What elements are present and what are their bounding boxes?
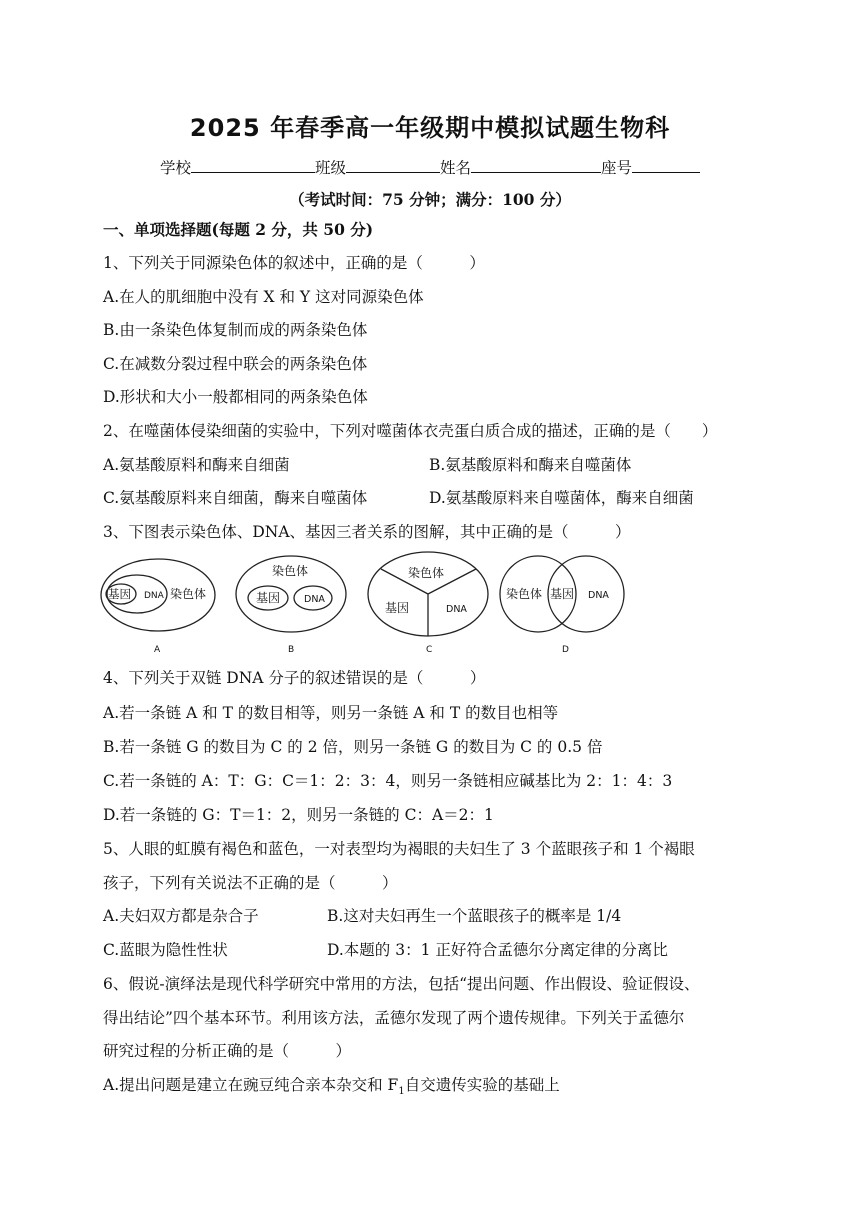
q4-option-c: C.若一条链的 A：T：G：C＝1：2：3：4，则另一条链相应碱基比为 2：1：4：3 (103, 772, 673, 790)
diagram-a-gene-label: 基因 (108, 587, 131, 601)
q2-option-d: D.氨基酸原料来自噬菌体，酶来自细菌 (429, 489, 694, 507)
q6-option-a-tail: 自交遗传实验的基础上 (404, 1076, 560, 1094)
q6-stem-line1: 6、假说-演绎法是现代科学研究中常用的方法，包括“提出问题、作出假设、验证假设、 (103, 975, 700, 993)
q4-option-b: B.若一条链 G 的数目为 C 的 2 倍，则另一条链 G 的数目为 C 的 0.5 倍 (103, 738, 603, 756)
exam-meta: （考试时间：75 分钟；满分：100 分） (289, 190, 571, 209)
q3-stem: 3、下图表示染色体、DNA、基因三者关系的图解，其中正确的是（ ） (103, 523, 631, 541)
q5-option-a: A.夫妇双方都是杂合子 (103, 907, 259, 925)
diagram-b-gene-label: 基因 (256, 591, 281, 605)
q5-option-c: C.蓝眼为隐性性状 (103, 941, 228, 959)
diagram-label-b: B (288, 645, 295, 655)
q1-option-d: D.形状和大小一般都相同的两条染色体 (103, 388, 368, 406)
exam-title: 2025 年春季高一年级期中模拟试题生物科 (189, 114, 671, 142)
q1-option-b: B.由一条染色体复制而成的两条染色体 (103, 321, 368, 339)
q1-stem: 1、下列关于同源染色体的叙述中，正确的是（ ） (103, 254, 485, 272)
diagram-a-chromosome-label: 染色体 (170, 587, 207, 601)
diagram-d-dna-label: DNA (588, 590, 609, 601)
diagram-c-chromosome-label: 染色体 (408, 566, 445, 580)
diagram-c-dna-label: DNA (446, 604, 467, 615)
seat-label: 座号 (601, 159, 633, 177)
q5-option-b: B.这对夫妇再生一个蓝眼孩子的概率是 1/4 (327, 907, 622, 925)
q6-stem-line2: 得出结论”四个基本环节。利用该方法，孟德尔发现了两个遗传规律。下列关于孟德尔 (103, 1009, 685, 1027)
seat-blank[interactable] (632, 158, 700, 173)
q1-option-a: A.在人的肌细胞中没有 X 和 Y 这对同源染色体 (103, 288, 424, 306)
q4-stem: 4、下列关于双链 DNA 分子的叙述错误的是（ ） (103, 669, 486, 687)
q2-option-c: C.氨基酸原料来自细菌，酶来自噬菌体 (103, 489, 368, 507)
diagram-label-d: D (562, 645, 569, 655)
school-label: 学校 (159, 159, 191, 177)
q6-option-a-text: A.提出问题是建立在豌豆纯合亲本杂交和 F (103, 1076, 399, 1094)
name-blank[interactable] (471, 158, 601, 173)
q5-option-d: D.本题的 3：1 正好符合孟德尔分离定律的分离比 (327, 941, 668, 959)
q1-option-c: C.在减数分裂过程中联会的两条染色体 (103, 355, 368, 373)
name-label: 姓名 (440, 159, 472, 177)
q5-stem-line2: 孩子，下列有关说法不正确的是（ ） (103, 874, 398, 892)
class-blank[interactable] (346, 158, 440, 173)
q2-option-a: A.氨基酸原料和酶来自细菌 (103, 456, 290, 474)
diagram-c-gene-label: 基因 (385, 601, 410, 615)
diagram-label-c: C (426, 645, 433, 655)
q2-option-b: B.氨基酸原料和酶来自噬菌体 (429, 456, 632, 474)
q3-diagram (98, 550, 648, 660)
section-heading: 一、单项选择题(每题 2 分，共 50 分) (103, 220, 374, 239)
diagram-b-chromosome-label: 染色体 (272, 564, 309, 578)
diagram-d-chromosome-label: 染色体 (506, 587, 543, 601)
q4-option-d: D.若一条链的 G：T＝1：2，则另一条链的 C：A＝2：1 (103, 806, 494, 824)
q2-stem: 2、在噬菌体侵染细菌的实验中，下列对噬菌体衣壳蛋白质合成的描述，正确的是（ ） (103, 422, 718, 440)
q4-option-a: A.若一条链 A 和 T 的数目相等，则另一条链 A 和 T 的数目也相等 (103, 704, 559, 722)
q5-stem-line1: 5、人眼的虹膜有褐色和蓝色，一对表型均为褐眼的夫妇生了 3 个蓝眼孩子和 1 个褐眼 (103, 840, 695, 858)
q6-option-a-subscript: 1 (398, 1086, 405, 1098)
diagram-label-a: A (154, 645, 161, 655)
class-label: 班级 (314, 159, 346, 177)
q6-option-a (103, 1075, 560, 1102)
q6-stem-line3: 研究过程的分析正确的是（ ） (103, 1042, 352, 1060)
student-info-row (0, 158, 860, 178)
diagram-a-dna-label: DNA (144, 591, 164, 601)
diagram-b-dna-label: DNA (304, 594, 325, 605)
school-blank[interactable] (191, 158, 315, 173)
diagram-d-gene-label: 基因 (550, 587, 575, 601)
